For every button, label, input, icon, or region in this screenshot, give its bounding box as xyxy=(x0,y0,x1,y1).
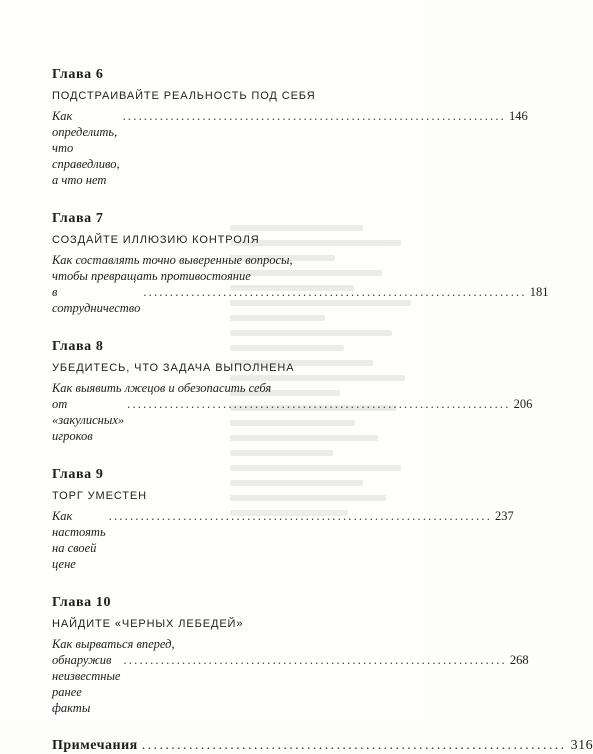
page-number: 316 xyxy=(570,738,593,753)
toc-chapter xyxy=(52,466,514,572)
dot-leader: ........................................................................ xyxy=(122,109,507,123)
table-of-contents xyxy=(52,66,593,754)
subtitle-line: чтобы превращать противостояние xyxy=(52,269,251,283)
toc-chapter xyxy=(52,210,549,316)
dot-leader: ........................................................................ xyxy=(127,397,511,411)
chapter-heading: СОЗДАЙТЕ ИЛЛЮЗИЮ КОНТРОЛЯ xyxy=(52,234,260,246)
toc-chapter xyxy=(52,594,529,716)
page-number: 146 xyxy=(509,109,528,123)
chapter-heading: НАЙДИТЕ «ЧЕРНЫХ ЛЕБЕДЕЙ» xyxy=(52,618,244,630)
chapter-heading: УБЕДИТЕСЬ, ЧТО ЗАДАЧА ВЫПОЛНЕНА xyxy=(52,362,295,374)
chapter-title: Глава 9 xyxy=(52,467,104,482)
chapter-title: Глава 10 xyxy=(52,595,112,610)
toc-chapter xyxy=(52,66,528,188)
subtitle-line: Как определить, что справедливо, а что нет xyxy=(52,109,120,187)
chapter-heading: ТОРГ УМЕСТЕН xyxy=(52,490,147,502)
chapter-subtitle xyxy=(52,252,549,316)
notes-entry xyxy=(52,738,593,754)
subtitle-line: от «закулисных» игроков xyxy=(52,397,125,443)
page-number: 181 xyxy=(529,285,549,299)
chapter-title: Глава 6 xyxy=(52,67,104,82)
chapter-heading: ПОДСТРАИВАЙТЕ РЕАЛЬНОСТЬ ПОД СЕБЯ xyxy=(52,90,316,102)
chapter-subtitle xyxy=(52,636,529,716)
dot-leader: ........................................................................ xyxy=(123,653,507,667)
page-number: 237 xyxy=(495,509,514,523)
subtitle-line: Как настоять на своей цене xyxy=(52,509,106,571)
chapter-subtitle xyxy=(52,380,533,444)
toc-chapter xyxy=(52,338,533,444)
chapter-title: Глава 7 xyxy=(52,211,104,226)
dot-leader: ........................................................................ xyxy=(108,509,493,523)
subtitle-line: Как выявить лжецов и обезопасить себя xyxy=(52,381,272,395)
subtitle-line: обнаружив неизвестные ранее факты xyxy=(52,653,121,715)
notes-title: Примечания xyxy=(52,738,138,753)
chapter-title: Глава 8 xyxy=(52,339,104,354)
chapter-subtitle xyxy=(52,508,514,572)
dot-leader: ........................................................................ xyxy=(143,285,527,299)
subtitle-line: в сотрудничество xyxy=(52,285,141,315)
page-number: 206 xyxy=(513,397,533,411)
chapter-subtitle xyxy=(52,108,528,188)
subtitle-line: Как составлять точно выверенные вопросы, xyxy=(52,253,293,267)
dot-leader: ........................................................................ xyxy=(141,738,567,753)
subtitle-line: Как вырваться вперед, xyxy=(52,637,175,651)
page-number: 268 xyxy=(509,653,529,667)
